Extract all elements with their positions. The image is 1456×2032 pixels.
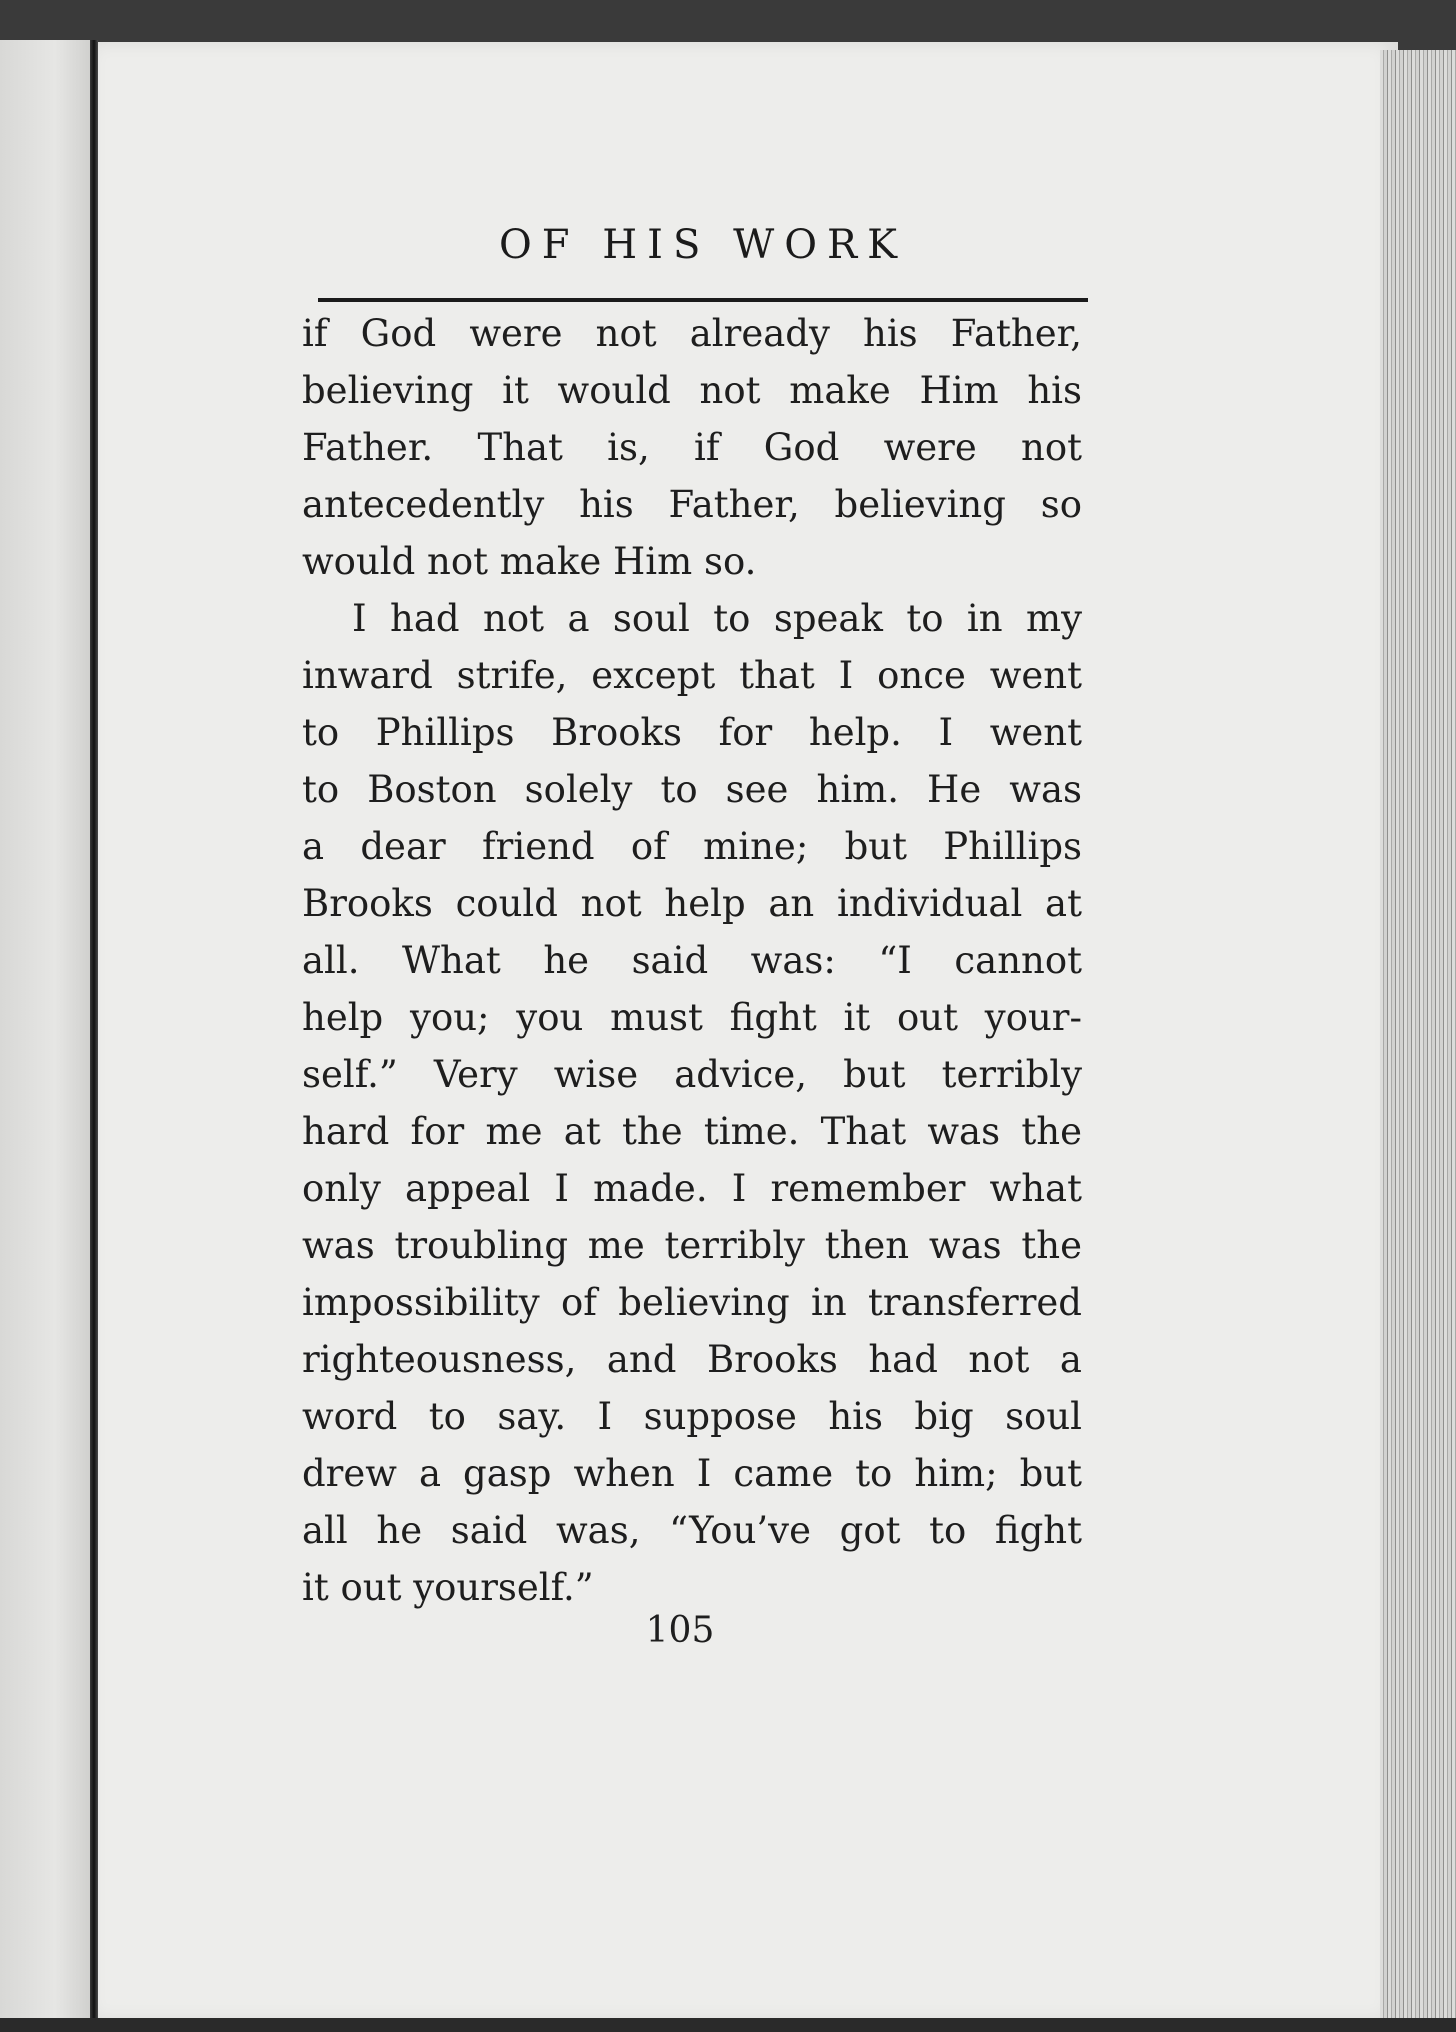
text-line: to Phillips Brooks for help. I went xyxy=(302,711,1082,754)
text-line: impossibility of believing in transferred xyxy=(302,1281,1082,1324)
paragraph-1 xyxy=(302,305,1082,590)
text-line: would not make Him so. xyxy=(302,540,757,583)
page-number: 105 xyxy=(645,1610,715,1651)
text-line: antecedently his Father, believing so xyxy=(302,483,1082,526)
text-line: Brooks could not help an individual at xyxy=(302,882,1082,925)
text-line: was troubling me terribly then was the xyxy=(302,1224,1082,1267)
text-line: help you; you must fight it out your- xyxy=(302,996,1082,1039)
text-line: self.” Very wise advice, but terribly xyxy=(302,1053,1082,1096)
text-line: a dear friend of mine; but Phillips xyxy=(302,825,1082,868)
text-line: hard for me at the time. That was the xyxy=(302,1110,1082,1153)
text-line: if God were not already his Father, xyxy=(302,312,1082,355)
running-head: OF HIS WORK xyxy=(499,222,907,268)
text-line: Father. That is, if God were not xyxy=(302,426,1082,469)
bottom-shadow xyxy=(0,2018,1456,2032)
text-line: I had not a soul to speak to in my xyxy=(352,597,1082,640)
paragraph-2 xyxy=(302,590,1082,1616)
body-text xyxy=(302,305,1082,1616)
page-block-edges xyxy=(1380,50,1456,2030)
text-line: only appeal I made. I remember what xyxy=(302,1167,1082,1210)
book-gutter xyxy=(90,40,98,2025)
text-line: believing it would not make Him his xyxy=(302,369,1082,412)
text-line: all he said was, “You’ve got to fight xyxy=(302,1509,1082,1552)
text-line: inward strife, except that I once went xyxy=(302,654,1082,697)
text-line: it out yourself.” xyxy=(302,1566,594,1609)
text-line: word to say. I suppose his big soul xyxy=(302,1395,1082,1438)
text-line: drew a gasp when I came to him; but xyxy=(302,1452,1082,1495)
text-line: to Boston solely to see him. He was xyxy=(302,768,1082,811)
text-line: righteousness, and Brooks had not a xyxy=(302,1338,1082,1381)
facing-page-edge xyxy=(0,40,92,2025)
head-rule xyxy=(318,298,1088,302)
text-line: all. What he said was: “I cannot xyxy=(302,939,1082,982)
